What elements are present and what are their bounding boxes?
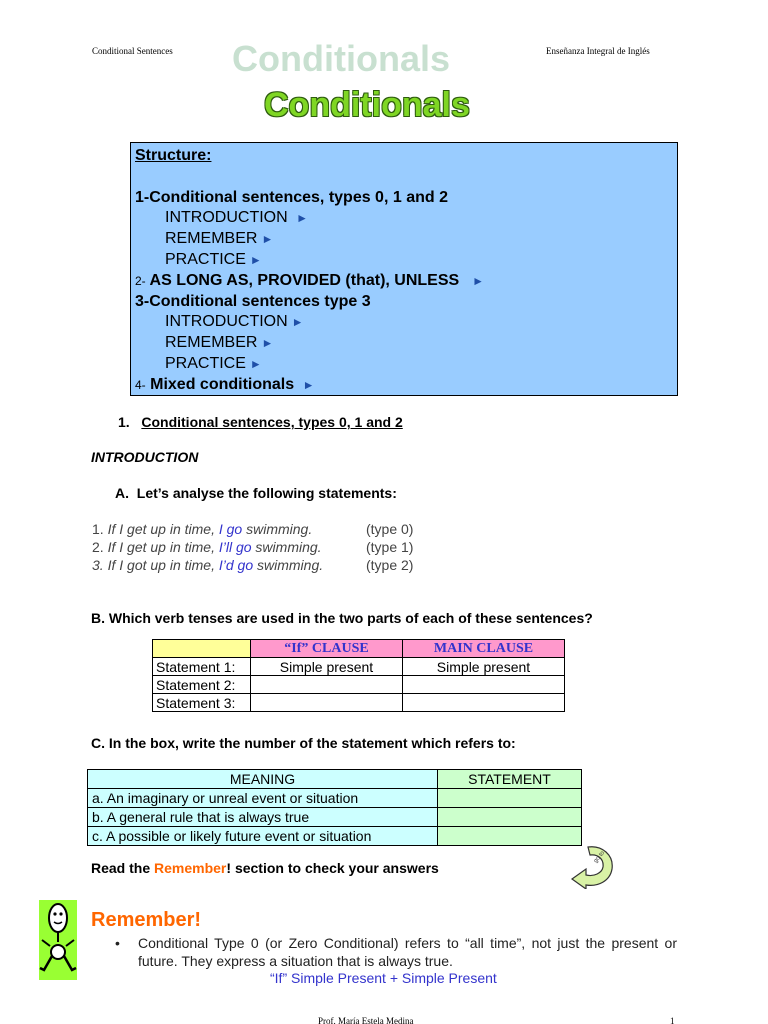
arrow-right-icon: ►	[472, 273, 484, 288]
table-row	[88, 808, 582, 827]
structure-item-3: 3-Conditional sentences type 3	[135, 292, 371, 310]
arrow-right-icon: ►	[249, 356, 262, 371]
statement-3: 3. If I got up in time, I’d go swimming. (type 2)	[92, 557, 414, 573]
footer-author: Prof. María Estela Medina	[318, 1016, 414, 1024]
arrow-right-icon: ►	[261, 232, 274, 247]
bullet-icon: •	[115, 935, 120, 951]
arrow-right-icon: ►	[291, 315, 304, 330]
structure-item-2[interactable]: 2- AS LONG AS, PROVIDED (that), UNLESS ►	[135, 271, 484, 289]
question-a: A. Let’s analyse the following statements:	[115, 485, 397, 501]
table-row	[153, 658, 565, 676]
arrow-right-icon: ►	[249, 252, 262, 267]
page-number: 1	[670, 1016, 675, 1024]
table-header-cell: MAIN CLAUSE	[403, 640, 565, 658]
page-title: Conditionals	[264, 86, 470, 124]
structure-box	[130, 142, 678, 396]
table-header-cell	[153, 640, 251, 658]
go-to-arrow-icon[interactable]	[566, 843, 616, 889]
meaning-table	[87, 769, 582, 846]
table-cell: c. A possible or likely future event or situation	[88, 827, 438, 846]
table-header-cell: MEANING	[88, 770, 438, 789]
structure-link-practice-3[interactable]: PRACTICE ►	[165, 354, 262, 372]
answer-cell[interactable]	[438, 808, 582, 827]
structure-link-introduction-3[interactable]: INTRODUCTION ►	[165, 313, 304, 331]
remember-bullet	[115, 934, 677, 970]
answer-cell[interactable]	[251, 694, 403, 712]
header-left: Conditional Sentences	[92, 46, 173, 56]
answer-cell[interactable]	[251, 676, 403, 694]
table-header-row	[88, 770, 582, 789]
table-cell: b. A general rule that is always true	[88, 808, 438, 827]
table-cell: Statement 3:	[153, 694, 251, 712]
statement-1: 1. If I get up in time, I go swimming. (type 0)	[92, 521, 414, 537]
ghost-title: Conditionals	[232, 38, 450, 79]
table-header-cell: “If” CLAUSE	[251, 640, 403, 658]
remember-heading: Remember!	[91, 909, 202, 931]
formula-type-0: “If” Simple Present + Simple Present	[270, 970, 497, 986]
arrow-right-icon: ►	[296, 211, 308, 226]
exclamation-figure-icon	[36, 898, 80, 982]
remember-link[interactable]: Remember	[154, 860, 227, 876]
answer-cell[interactable]	[438, 827, 582, 846]
table-row	[153, 694, 565, 712]
table-cell: Statement 1:	[153, 658, 251, 676]
remember-bullet-text: Conditional Type 0 (or Zero Conditional) refers to “all time”, not just the present or future. They express a situation that is always true.	[138, 935, 677, 969]
table-cell: Statement 2:	[153, 676, 251, 694]
answer-cell[interactable]	[403, 694, 565, 712]
structure-link-practice-1[interactable]: PRACTICE ►	[165, 250, 262, 268]
read-remember-note: Read the Remember! section to check your answers	[91, 860, 439, 876]
statement-list	[92, 520, 413, 574]
table-cell[interactable]: Simple present	[251, 658, 403, 676]
header-right: Enseñanza Integral de Inglés	[546, 46, 650, 56]
table-header-cell: STATEMENT	[438, 770, 582, 789]
structure-link-remember-1[interactable]: REMEMBER ►	[165, 230, 274, 248]
section-1-heading: 1. Conditional sentences, types 0, 1 and 2	[118, 414, 403, 430]
introduction-label: INTRODUCTION	[91, 449, 199, 465]
table-row	[88, 789, 582, 808]
table-row	[153, 676, 565, 694]
verb-tense-table	[152, 639, 565, 712]
table-header-row	[153, 640, 565, 658]
question-c: C. In the box, write the number of the statement which refers to:	[91, 735, 516, 751]
answer-cell[interactable]	[403, 676, 565, 694]
structure-item-4[interactable]: 4- Mixed conditionals ►	[135, 375, 315, 393]
structure-link-remember-3[interactable]: REMEMBER ►	[165, 334, 274, 352]
table-cell: a. An imaginary or unreal event or situation	[88, 789, 438, 808]
structure-heading: Structure:	[135, 147, 212, 164]
arrow-right-icon: ►	[302, 377, 315, 392]
table-row	[88, 827, 582, 846]
statement-2: 2. If I get up in time, I’ll go swimming. (type 1)	[92, 539, 414, 555]
question-b: B. Which verb tenses are used in the two parts of each of these sentences?	[91, 610, 593, 626]
table-cell[interactable]: Simple present	[403, 658, 565, 676]
answer-cell[interactable]	[438, 789, 582, 808]
arrow-right-icon: ►	[261, 336, 274, 351]
structure-link-introduction-1[interactable]: INTRODUCTION ►	[165, 209, 308, 227]
structure-item-1: 1-Conditional sentences, types 0, 1 and 2	[135, 188, 448, 206]
svg-text:go to: go to	[592, 850, 607, 865]
